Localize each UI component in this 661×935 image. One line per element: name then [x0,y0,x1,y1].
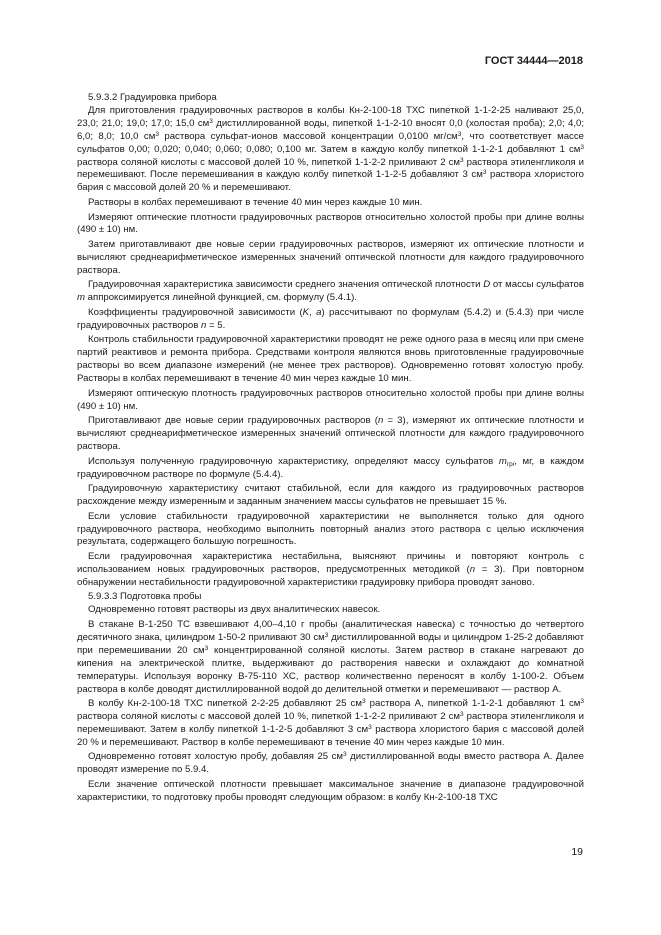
superscript: 3 [324,631,329,639]
paragraph: Градуировочная характеристика зависимости среднего значения оптической плотности D от массы сульфатов m аппроксимируется линейной функцией, см. формулу (5.4.1). [77,279,584,304]
paragraph: Коэффициенты градуировочной зависимости (K, a) рассчитывают по формулам (5.4.2) и (5.4.3) при числе градуировочных растворов n = 5. [77,306,584,331]
superscript: 3 [457,130,462,138]
superscript: 3 [368,723,372,731]
paragraph: В стакане В-1-250 ТС взвешивают 4,00–4,10 г пробы (аналитическая навеска) с точностью до четвертого десятичного знака, цилиндром 1-50-2 приливают 30 $см^3$ дистиллированной воды и цилиндром 1-25-2 добавляют при перемешивании 20 $см^3$ концентрированной соляной кислоты. Затем раствор в стакане нагревают до кипения на электрической плитке, выдерживают до растворения навески и охлаждают до комнатной температуры. Используя воронку В-75-110 ХС, раствор количественно переносят в колбу 1-100-2. Объем раствора в колбе доводят дистиллированной водой до делительной отметки и перемешивают — раствор А. [77,618,584,695]
paragraph: Растворы в колбах перемешивают в течение 40 мин через каждые 10 мин. [88,196,423,208]
section-heading-calibration: 5.9.3.2 Градуировка прибора [88,92,217,103]
superscript: 3 [580,143,584,151]
superscript: 3 [580,698,584,706]
paragraph: Контроль стабильности градуировочной характеристики проводят не реже одного раза в месяц или при смене партий реактивов и ремонта прибора. Средствами контроля являются вновь приготовленные градуировочные растворы во всем диапазоне измерений (не менее трех растворов). Одновременно готовят холостую пробу. Растворы в колбах перемешивают в течение 40 мин через каждые 10 мин. [77,334,584,385]
paragraph: Для приготовления градуировочных растворов в колбы Кн-2-100-18 ТХС пипеткой 1-1-2-25 наливают 25,0, 23,0; 21,0; 19,0; 17,0; 15,0 $см^3$ дистиллированной воды, пипеткой 1-1-2-10 вносят 0,0 (холостая проба); 2,0; 4,0; 6,0; 8,0; 10,0 $см^3$ раствора сульфат-ионов массовой концентрации 0,0100 $мг/см^3$, что соответствует массе сульфатов 0,00; 0,020; 0,040; 0,060; 0,080; 0,100 мг. Затем в каждую колбу пипеткой 1-1-2-1 добавляют 1 $см^3$ раствора соляной кислоты с массовой долей 10 %, пипеткой 1-1-2-2 приливают 2 $см^3$ раствора этиленгликоля и перемешивают. После перемешивания в каждую колбу пипеткой 1-1-2-5 добавляют 3 $см^3$ раствора хлористого бария с массовой долей 20 % и перемешивают. [77,104,584,194]
superscript: 3 [204,644,209,652]
superscript: 3 [155,130,159,138]
superscript: 3 [343,751,347,759]
superscript: 3 [361,698,366,706]
superscript: 3 [482,169,487,177]
paragraph: Если условие стабильности градуировочной характеристики не выполняется только для одного градуировочного раствора, необходимо выполнить повторный анализ этого раствора с целью исключения результата, содержащего большую погрешность. [77,510,584,548]
paragraph: Градуировочную характеристику считают стабильной, если для каждого из градуировочных растворов расхождение между измеренным и заданным значением массы сульфатов не превышает 15 %. [77,483,584,508]
paragraph: Одновременно готовят холостую пробу, добавляя 25 $см^3$ дистиллированной воды вместо раствора А. Далее проводят измерение по 5.9.4. [77,751,584,776]
paragraph: Если значение оптической плотности превышает максимальное значение в диапазоне градуировочной характеристики, то подготовку пробы проводят следующим образом: в колбу Кн-2-100-18 ТХС [77,778,584,803]
page-number: 19 [571,846,583,858]
standard-number: ГОСТ 34444—2018 [484,55,583,67]
section-heading-sample-prep: 5.9.3.3 Подготовка пробы [88,591,202,603]
paragraph: Используя полученную градуировочную характеристику, определяют массу сульфатов $m_{грi}$, мг, в каждом градуировочном растворе по формуле (5.4.4). [77,455,584,480]
paragraph: Измеряют оптическую плотность градуировочных растворов относительно холостой пробы при длине волны (490 ± 10) нм. [77,387,584,412]
superscript: 3 [209,117,213,125]
paragraph: Приготавливают две новые серии градуировочных растворов (n = 3), измеряют их оптические плотности и вычисляют среднеарифметическое измеренных значений оптической плотности для каждого градуировочного раствора. [77,415,584,453]
paragraph: В колбу Кн-2-100-18 ТХС пипеткой 2-2-25 добавляют 25 $см^3$ раствора А, пипеткой 1-1-2-1 добавляют 1 $см^3$ раствора соляной кислоты с массовой долей 10 %, пипеткой 1-1-2-2 приливают 2 $см^3$ раствора этиленгликоля и перемешивают. Затем в колбу пипеткой 1-1-2-5 добавляют 3 $см^3$ раствора хлористого бария с массовой долей 20 % и перемешивают. Раствор в колбе перемешивают в течение 40 мин через каждые 10 мин. [77,698,584,748]
paragraph: Измеряют оптические плотности градуировочных растворов относительно холостой пробы при длине волны (490 ± 10) нм. [77,211,584,236]
paragraph: Если градуировочная характеристика нестабильна, выясняют причины и повторяют контроль с использованием новых градуировочных растворов, предусмотренных методикой (n = 3). При повторном обнаружении нестабильности градуировочной характеристики градуировку прибора проводят заново. [77,551,584,588]
superscript: 3 [459,711,464,718]
paragraph: Одновременно готовят растворы из двух аналитических навесок. [88,604,381,616]
paragraph: Затем приготавливают две новые серии градуировочных растворов, измеряют их оптические плотности и вычисляют среднеарифметическое измеренных значений оптической плотности для каждого градуировочного раствора. [77,239,584,276]
document-body [77,92,584,806]
superscript: 3 [459,156,464,164]
